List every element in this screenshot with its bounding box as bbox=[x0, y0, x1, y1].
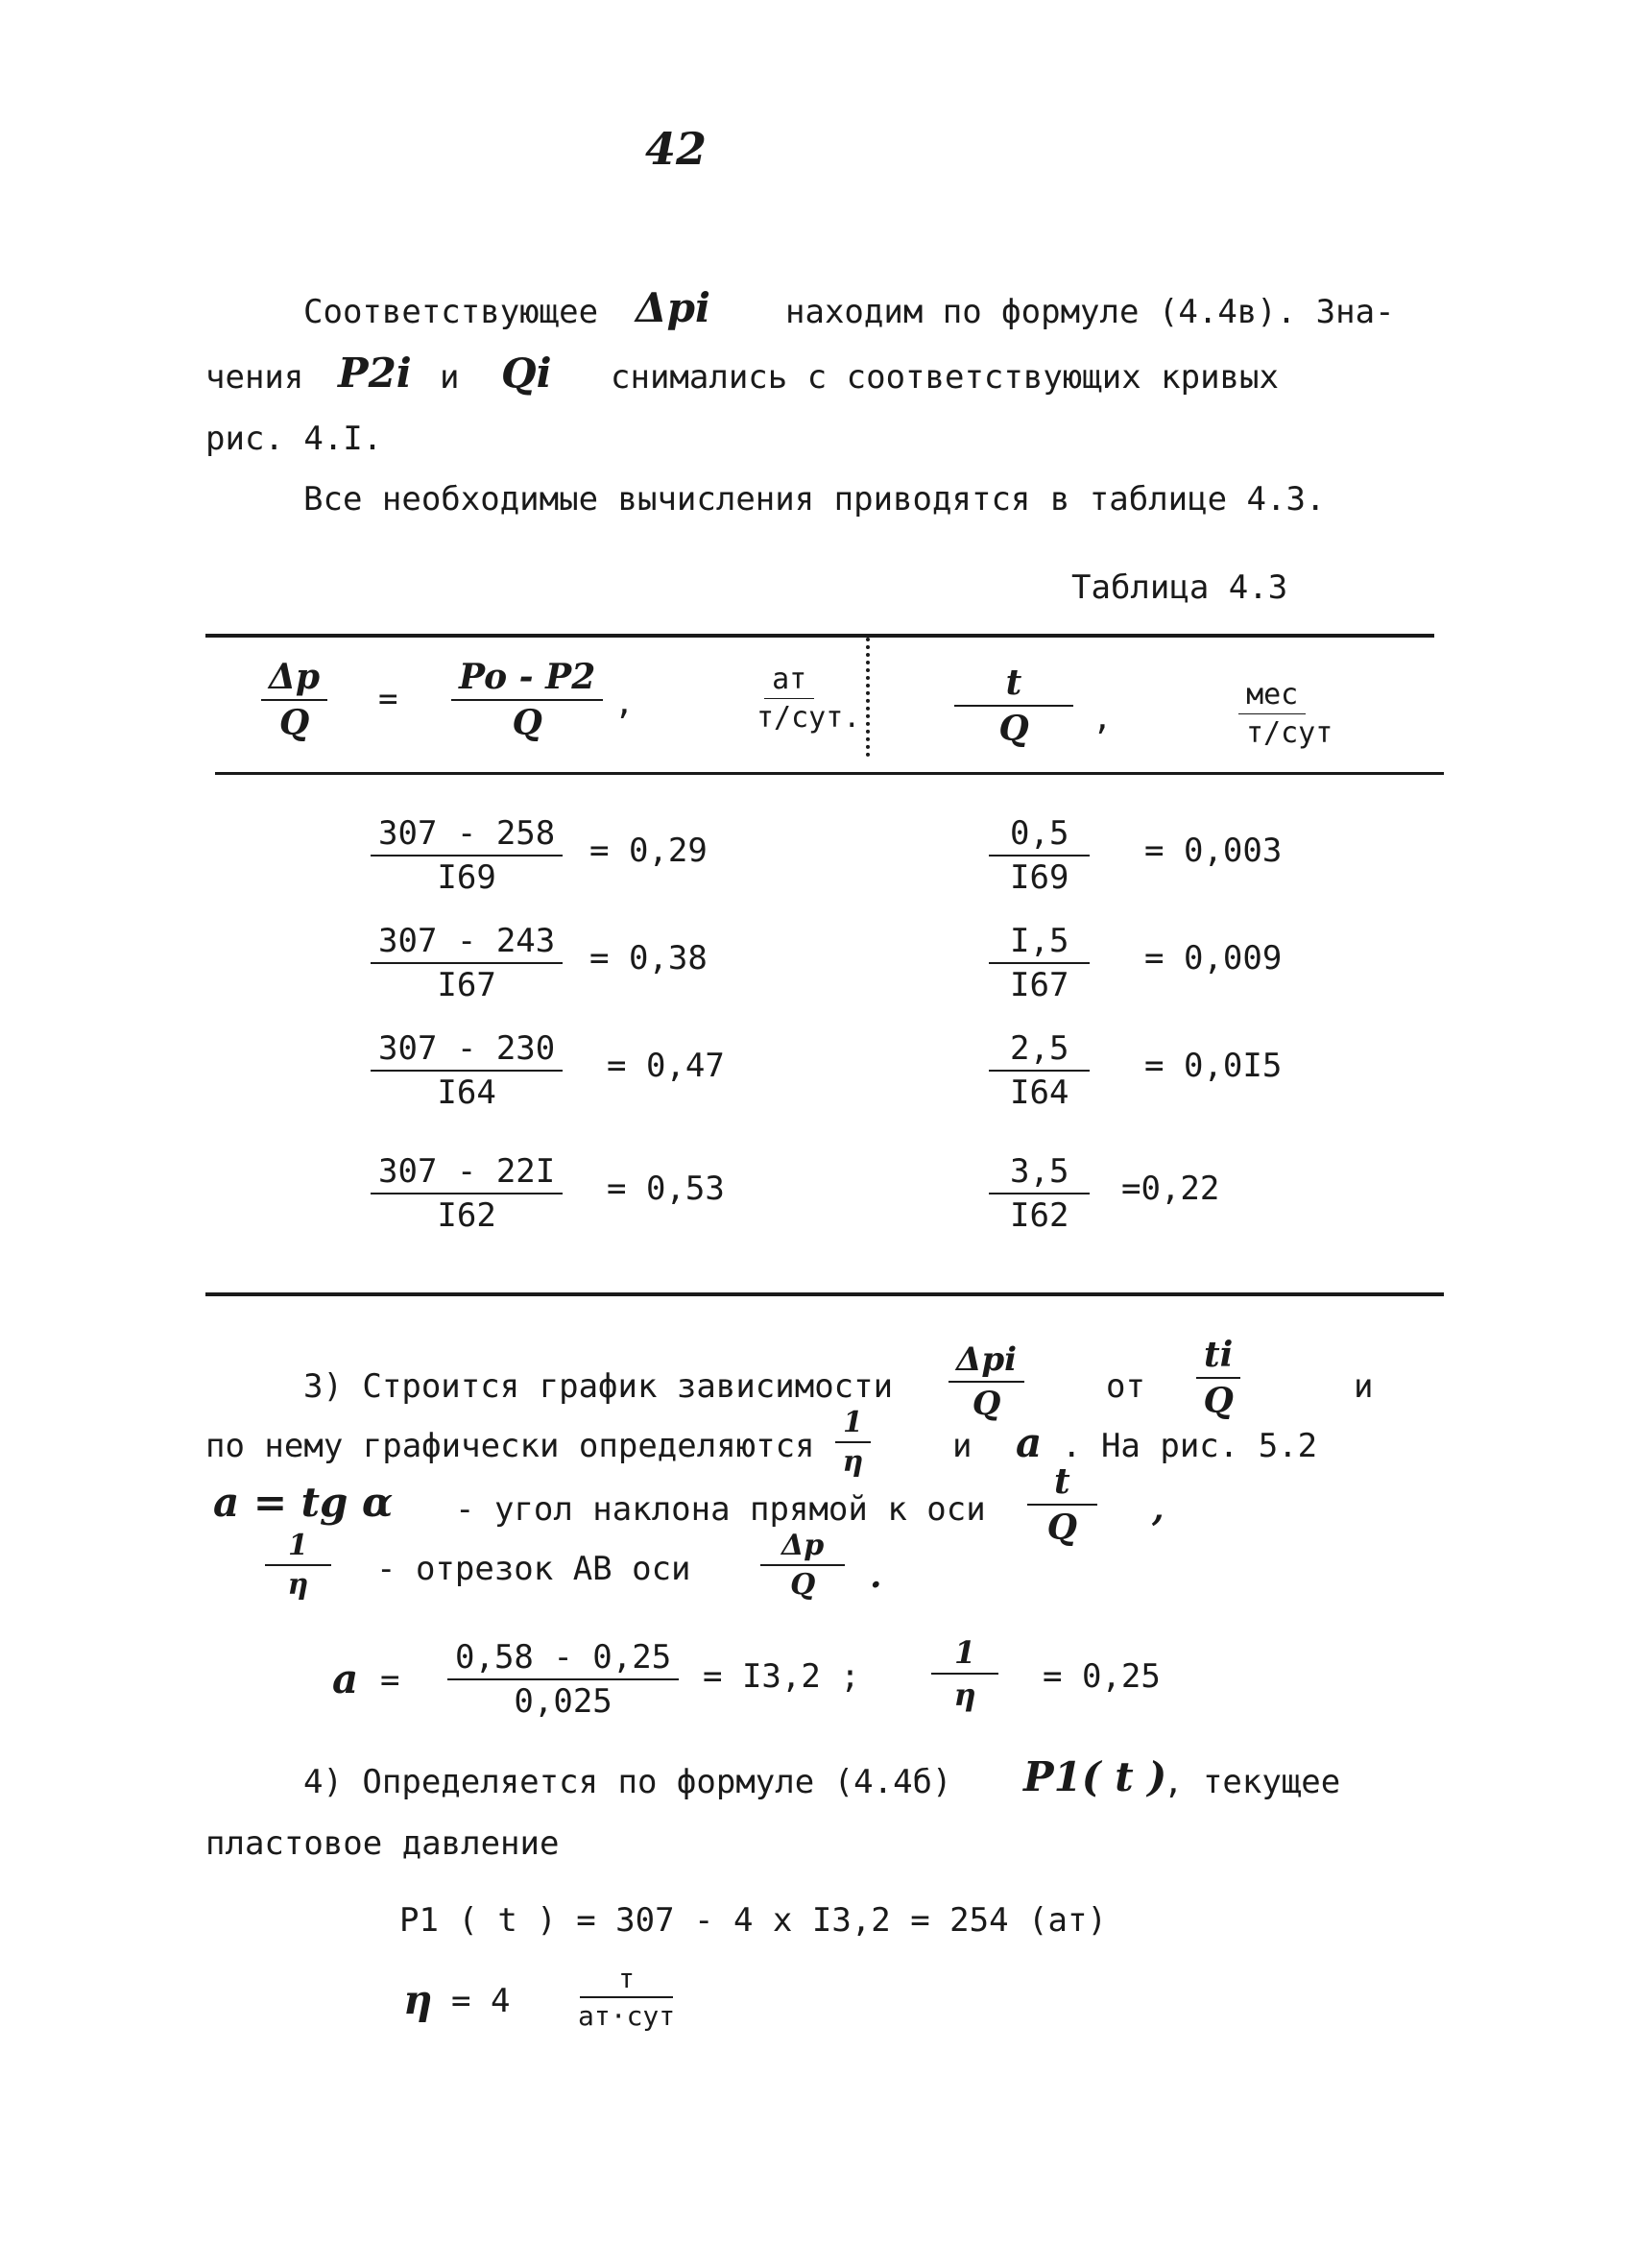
row3-left-den: I64 bbox=[437, 1074, 496, 1112]
table-caption: Таблица 4.3 bbox=[1071, 568, 1288, 607]
table-header-rule bbox=[215, 772, 1444, 775]
para1-line2-end: снимались с соответствующих кривых bbox=[611, 358, 1279, 397]
row1-left-result: = 0,29 bbox=[589, 832, 708, 870]
step3-inv-eta-fraction bbox=[835, 1406, 871, 1479]
row4-right-num: 3,5 bbox=[989, 1152, 1090, 1194]
calc-fraction bbox=[447, 1638, 679, 1721]
row4-right-den: I62 bbox=[1010, 1196, 1069, 1235]
step4-line2: пластовое давление bbox=[205, 1824, 560, 1863]
step3-f4-num: t bbox=[1027, 1461, 1097, 1506]
table-top-rule bbox=[205, 634, 1434, 638]
header-dp-den: Q bbox=[278, 703, 310, 743]
p2i-symbol: P2i bbox=[338, 350, 412, 397]
calc-inv-eta-fraction bbox=[931, 1634, 998, 1713]
step4-eta-unit-den: ат·сут bbox=[578, 2000, 676, 2032]
step4-line1-start: 4) Определяется по формуле (4.4б) bbox=[303, 1763, 952, 1801]
row1-left-num: 307 - 258 bbox=[371, 814, 563, 857]
step4-eta-eq: = 4 bbox=[451, 1982, 511, 2020]
step3-line3-text: - угол наклона прямой к оси bbox=[455, 1490, 986, 1529]
calc-num: 0,58 - 0,25 bbox=[447, 1638, 679, 1680]
step3-dpi-fraction bbox=[949, 1340, 1024, 1423]
header-comma2: , bbox=[1093, 699, 1113, 737]
table-row-3-right-fraction bbox=[989, 1029, 1090, 1112]
step3-line2-and: и bbox=[952, 1427, 973, 1465]
header-comma: , bbox=[614, 684, 635, 722]
table-row-1-left-fraction bbox=[371, 814, 563, 897]
header-unit2 bbox=[1212, 678, 1333, 750]
step3-f6-den: Q bbox=[790, 1568, 816, 1602]
step4-p1t-symbol: P1( t ) bbox=[1023, 1753, 1167, 1800]
delta-pi-symbol: Δpi bbox=[636, 284, 710, 331]
step3-line2-start: по нему графически определяются bbox=[205, 1427, 815, 1465]
table-row-3-left-fraction bbox=[371, 1029, 563, 1112]
header-p-fraction bbox=[451, 657, 603, 743]
step4-line1-end: , текущее bbox=[1164, 1763, 1341, 1801]
row2-right-den: I67 bbox=[1010, 966, 1069, 1004]
calc-f-den: η bbox=[953, 1677, 976, 1713]
calc-den: 0,025 bbox=[514, 1682, 612, 1721]
row3-left-result: = 0,47 bbox=[607, 1047, 725, 1085]
step3-line1-start: 3) Строится график зависимости bbox=[303, 1367, 894, 1406]
step3-inv-eta-fraction-2 bbox=[265, 1529, 331, 1602]
calc-a-symbol: a bbox=[332, 1655, 359, 1702]
step3-line4-dot: . bbox=[870, 1556, 882, 1596]
step3-f4-den: Q bbox=[1046, 1508, 1077, 1548]
row1-right-den: I69 bbox=[1010, 858, 1069, 897]
step3-t-q-fraction bbox=[1027, 1461, 1097, 1548]
step4-eta-unit-num: т bbox=[580, 1963, 673, 1998]
table-row-4-left-fraction bbox=[371, 1152, 563, 1235]
step3-line2-end: . На рис. 5.2 bbox=[1062, 1427, 1318, 1465]
para2: Все необходимые вычисления приводятся в таблице 4.3. bbox=[303, 480, 1326, 519]
step3-f2-num: ti bbox=[1196, 1335, 1240, 1379]
header-t-num: t bbox=[954, 663, 1073, 707]
step3-f1-den: Q bbox=[972, 1385, 1001, 1423]
table-row-2-left-fraction bbox=[371, 922, 563, 1004]
page-number: 42 bbox=[645, 123, 708, 175]
step3-f1-num: Δpi bbox=[949, 1340, 1024, 1383]
row3-right-num: 2,5 bbox=[989, 1029, 1090, 1072]
step3-a-tg-alpha: a = tg α bbox=[213, 1479, 394, 1526]
step3-f3-den: η bbox=[842, 1445, 864, 1479]
row4-right-result: =0,22 bbox=[1121, 1170, 1220, 1208]
para1-line1-end: находим по формуле (4.4в). Зна- bbox=[785, 293, 1395, 331]
header-t-fraction bbox=[954, 663, 1073, 749]
header-unit2-den: т/сут bbox=[1246, 716, 1333, 750]
table-bottom-rule bbox=[205, 1292, 1444, 1296]
calc-result-2: = 0,25 bbox=[1043, 1657, 1161, 1696]
step3-dp-q-fraction bbox=[760, 1529, 845, 1602]
table-row-4-right-fraction bbox=[989, 1152, 1090, 1235]
header-dp-fraction bbox=[261, 657, 327, 743]
header-dp-num: Δp bbox=[261, 657, 327, 701]
header-p-den: Q bbox=[512, 703, 542, 743]
step4-eta-unit-fraction bbox=[578, 1963, 675, 2032]
header-t-den: Q bbox=[998, 709, 1029, 749]
step4-equation: P1 ( t ) = 307 - 4 x I3,2 = 254 (ат) bbox=[399, 1901, 1107, 1940]
step4-eta-symbol: η bbox=[403, 1976, 433, 2023]
step3-f5-num: 1 bbox=[265, 1529, 331, 1566]
row4-left-den: I62 bbox=[437, 1196, 496, 1235]
calc-result: = I3,2 ; bbox=[703, 1657, 860, 1696]
row1-right-result: = 0,003 bbox=[1144, 832, 1283, 870]
row2-left-result: = 0,38 bbox=[589, 939, 708, 977]
para1-line2-start: чения bbox=[205, 358, 304, 397]
header-unit1 bbox=[718, 663, 860, 735]
step3-f2-den: Q bbox=[1203, 1381, 1234, 1421]
step3-line3-comma: , bbox=[1152, 1488, 1165, 1529]
step3-a-symbol: a bbox=[1016, 1419, 1043, 1466]
table-row-2-right-fraction bbox=[989, 922, 1090, 1004]
header-unit1-num: ат bbox=[764, 663, 814, 699]
calc-eq: = bbox=[380, 1661, 400, 1700]
step3-ot: от bbox=[1106, 1367, 1145, 1406]
row3-left-num: 307 - 230 bbox=[371, 1029, 563, 1072]
header-eq: = bbox=[378, 680, 398, 718]
table-row-1-right-fraction bbox=[989, 814, 1090, 897]
step3-i: и bbox=[1354, 1367, 1374, 1406]
qi-symbol: Qi bbox=[501, 350, 552, 397]
para1-line3: рис. 4.I. bbox=[205, 420, 383, 458]
header-unit2-num: мес bbox=[1238, 678, 1306, 714]
step3-f5-den: η bbox=[287, 1568, 309, 1602]
row2-right-result: = 0,009 bbox=[1144, 939, 1283, 977]
step3-f3-num: 1 bbox=[835, 1406, 871, 1443]
row1-left-den: I69 bbox=[437, 858, 496, 897]
header-dotted-separator bbox=[866, 638, 870, 757]
row3-right-result: = 0,0I5 bbox=[1144, 1047, 1283, 1085]
row3-right-den: I64 bbox=[1010, 1074, 1069, 1112]
row2-right-num: I,5 bbox=[989, 922, 1090, 964]
row1-right-num: 0,5 bbox=[989, 814, 1090, 857]
step3-ti-fraction bbox=[1196, 1335, 1240, 1421]
row2-left-num: 307 - 243 bbox=[371, 922, 563, 964]
step3-f6-num: Δp bbox=[760, 1529, 845, 1566]
header-unit1-den: т/сут. bbox=[756, 701, 861, 735]
para1-line1-start: Соответствующее bbox=[303, 293, 599, 331]
row2-left-den: I67 bbox=[437, 966, 496, 1004]
para1-and: и bbox=[440, 358, 460, 397]
calc-f-num: 1 bbox=[931, 1634, 998, 1675]
row4-left-result: = 0,53 bbox=[607, 1170, 725, 1208]
header-p-num: Po - P2 bbox=[451, 657, 603, 701]
step3-line4-text: - отрезок АВ оси bbox=[376, 1550, 691, 1588]
row4-left-num: 307 - 22I bbox=[371, 1152, 563, 1194]
